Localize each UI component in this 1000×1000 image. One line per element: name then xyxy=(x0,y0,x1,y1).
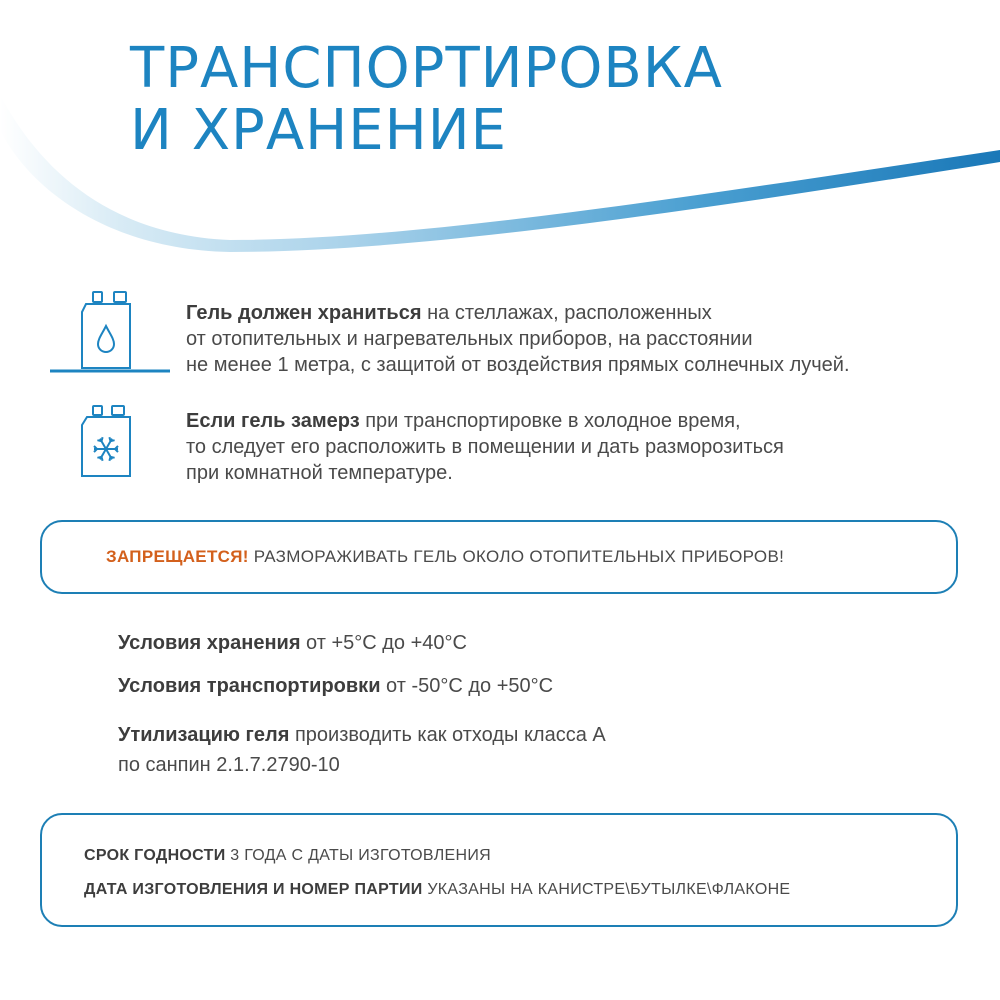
disposal-line-1: Утилизацию геля производить как отходы класса А xyxy=(118,724,606,746)
frozen-line-3: при комнатной температуре. xyxy=(186,462,453,484)
page-title xyxy=(130,38,723,162)
transport-conditions: Условия транспортировки от -50°С до +50°С xyxy=(118,675,554,697)
shelf-life-box xyxy=(40,813,958,927)
disposal-line-2: по санпин 2.1.7.2790-10 xyxy=(118,754,340,776)
warning-label: ЗАПРЕЩАЕТСЯ! xyxy=(106,547,249,566)
storage-instructions xyxy=(186,300,850,378)
storage-line-1: Гель должен храниться на стеллажах, расположенных xyxy=(186,302,712,324)
title-line-2: И ХРАНЕНИЕ xyxy=(130,98,508,163)
warning-box xyxy=(40,520,958,594)
shelf-life-line: СРОК ГОДНОСТИ 3 ГОДА С ДАТЫ ИЗГОТОВЛЕНИЯ xyxy=(84,847,491,864)
title-line-1: ТРАНСПОРТИРОВКА xyxy=(130,36,723,101)
storage-conditions: Условия хранения от +5°С до +40°С xyxy=(118,632,467,654)
disposal-conditions xyxy=(118,720,606,780)
storage-line-2: от отопительных и нагревательных приборов, на расстоянии xyxy=(186,328,753,350)
warning-text: ЗАПРЕЩАЕТСЯ! РАЗМОРАЖИВАТЬ ГЕЛЬ ОКОЛО ОТОПИТЕЛЬНЫХ ПРИБОРОВ! xyxy=(106,547,785,566)
storage-line-3: не менее 1 метра, с защитой от воздействия прямых солнечных лучей. xyxy=(186,354,850,376)
batch-info-line: ДАТА ИЗГОТОВЛЕНИЯ И НОМЕР ПАРТИИ УКАЗАНЫ НА КАНИСТРЕ\БУТЫЛКЕ\ФЛАКОНЕ xyxy=(84,881,791,898)
frozen-line-1: Если гель замерз при транспортировке в холодное время, xyxy=(186,410,741,432)
frozen-line-2: то следует его расположить в помещении и дать разморозиться xyxy=(186,436,784,458)
frozen-instructions xyxy=(186,408,784,486)
canister-drop-icon xyxy=(50,290,170,374)
canister-snowflake-icon xyxy=(80,404,140,480)
